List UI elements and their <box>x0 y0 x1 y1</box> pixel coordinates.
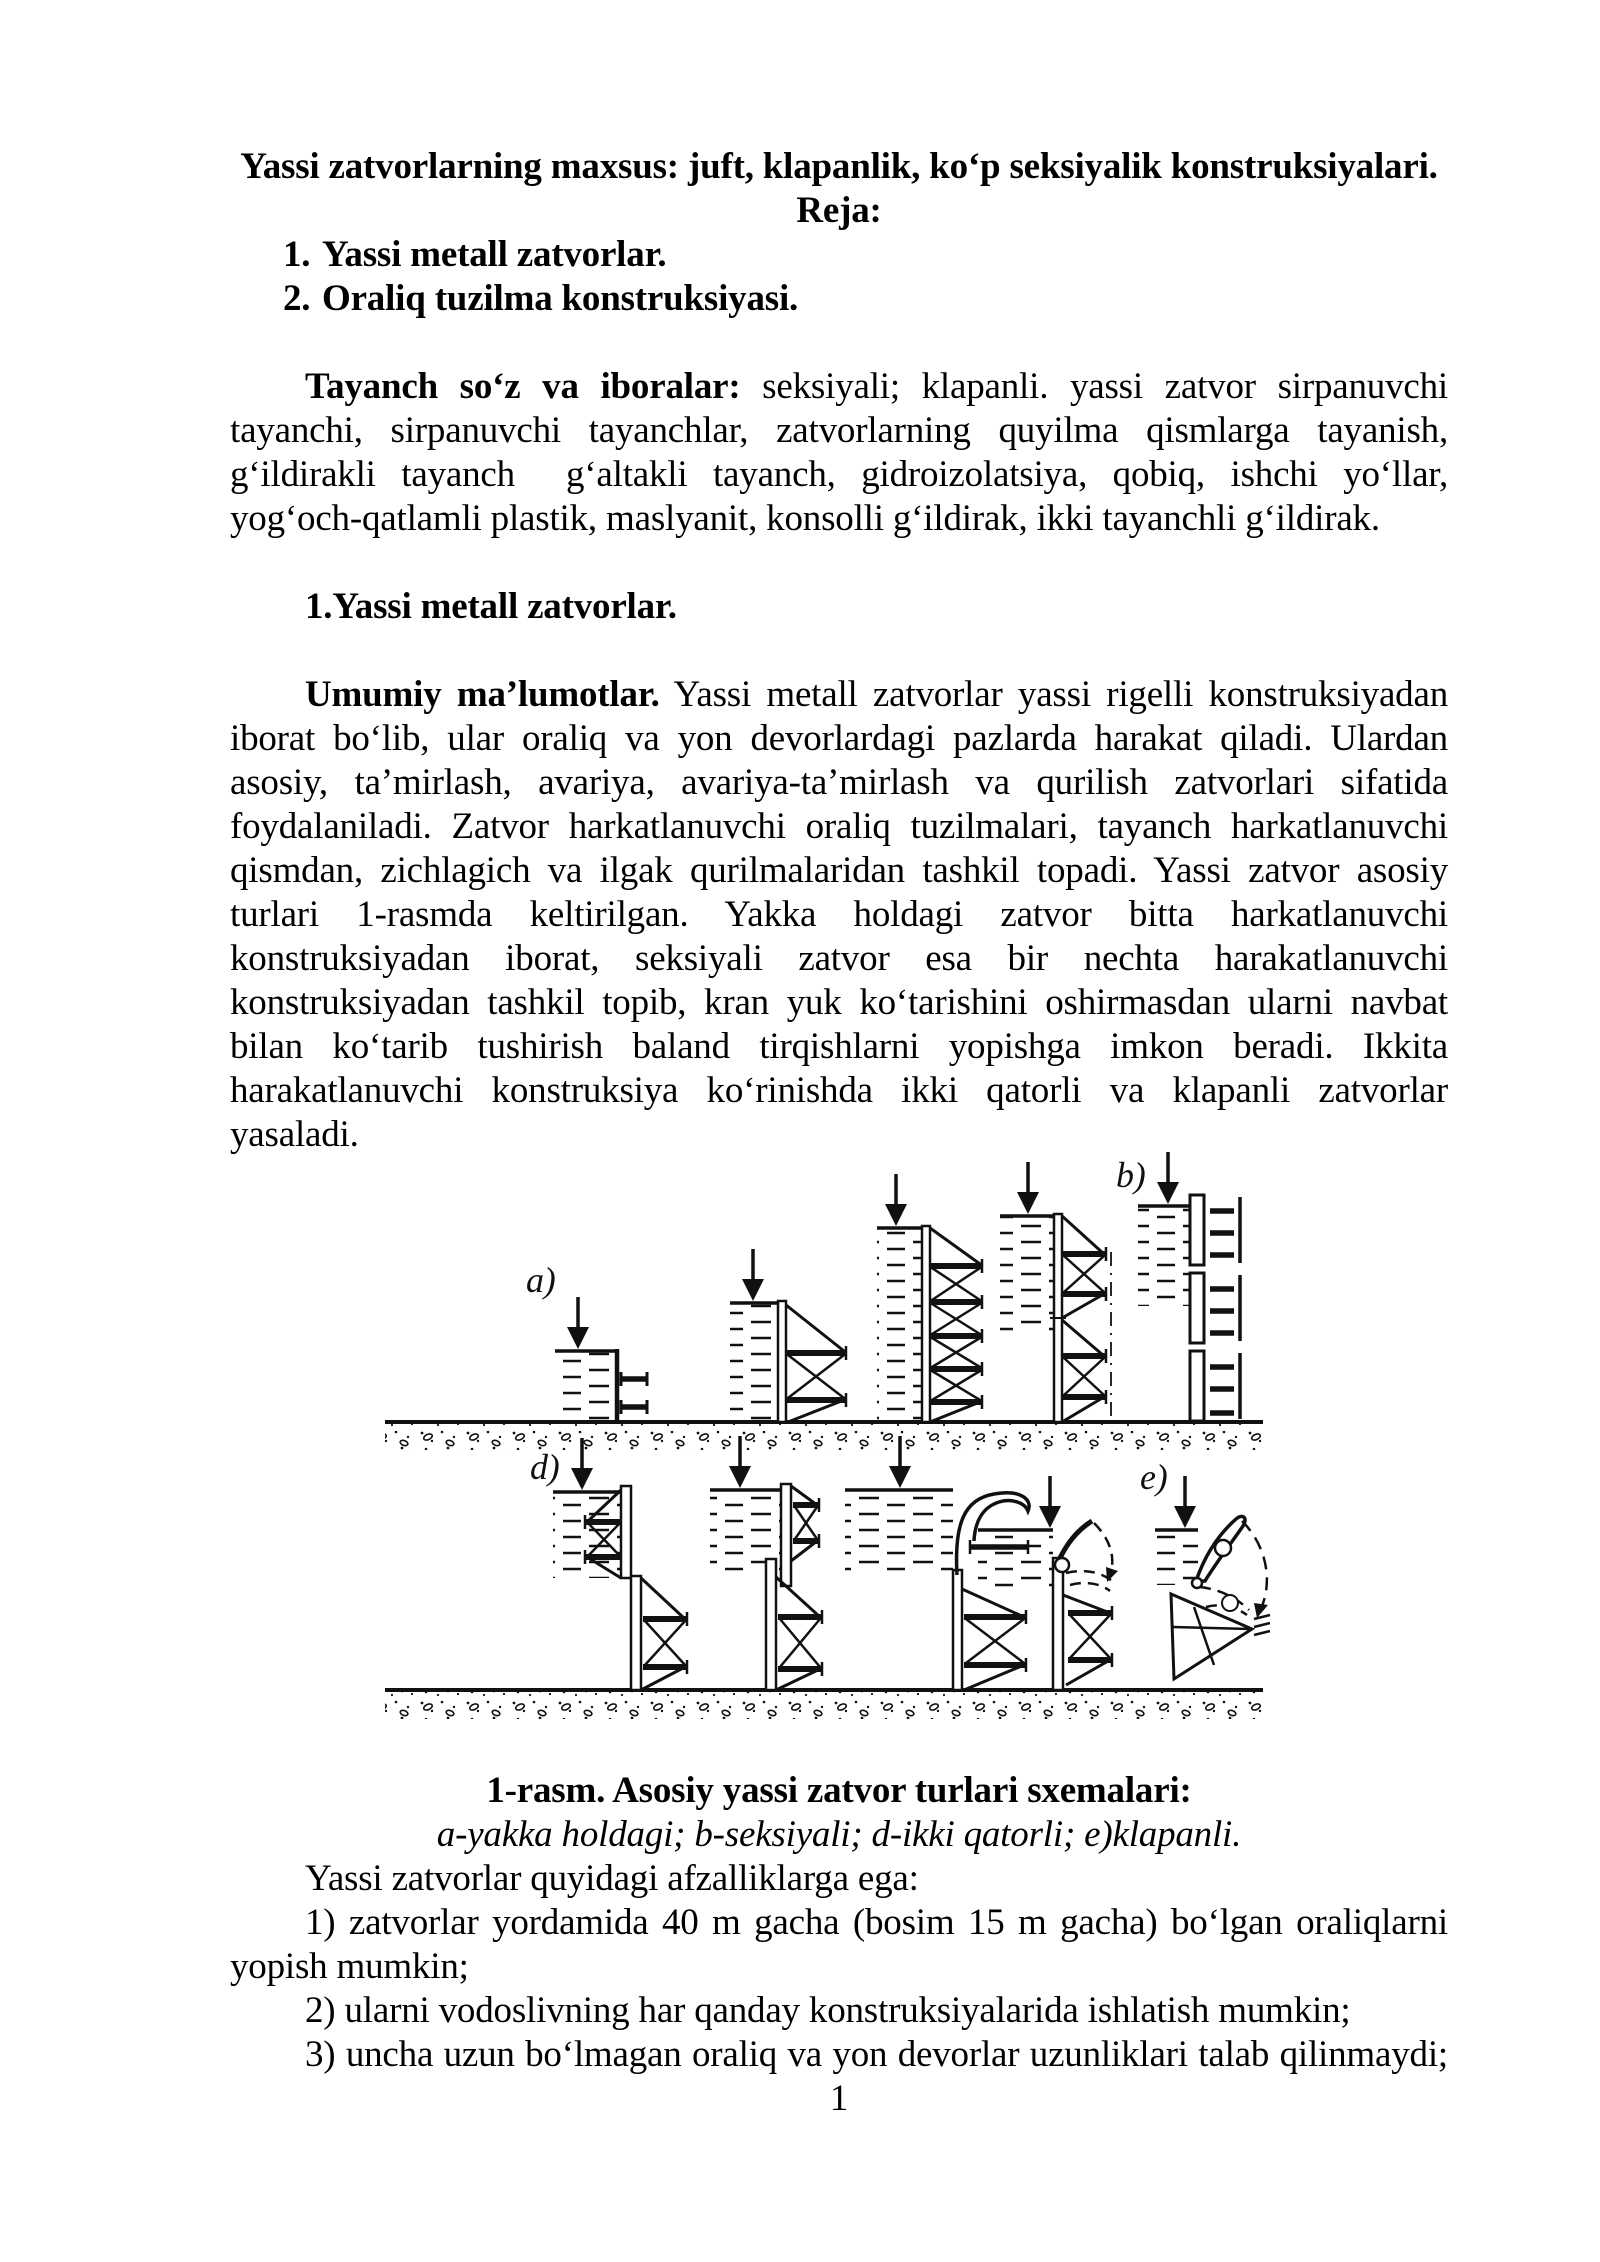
advantage-line: 1) zatvorlar yordamida 40 m gacha (bosim 15 m gacha) bo‘lgan oraliqlarni <box>305 1902 1448 1943</box>
gate-schematic-flap-leaf <box>1155 1476 1270 1679</box>
general-paragraph-line: foydalaniladi. Zatvor harkatlanuvchi oraliq tuzilmalari, tayanch harkatlanuvchi <box>230 806 1448 847</box>
plan-item <box>230 277 1448 321</box>
figure-caption: 1-rasm. Asosiy yassi zatvor turlari sxemalari: <box>486 1770 1192 1811</box>
plan-item-label: Yassi metall zatvorlar. <box>322 234 667 275</box>
plan-item <box>230 233 1448 277</box>
spacer <box>230 321 1448 365</box>
general-paragraph-line: konstruksiyadan tashkil topib, kran yuk ko‘tarishini oshirmasdan ularni navbat <box>230 982 1448 1023</box>
advantage-line: yopish mumkin; <box>230 1946 469 1987</box>
general-paragraph-line: Umumiy ma’lumotlar. Yassi metall zatvorlar yassi rigelli konstruksiyadan <box>305 674 1448 715</box>
general-paragraph-line: turlari 1-rasmda keltirilgan. Yakka holdagi zatvor bitta harkatlanuvchi <box>230 894 1448 935</box>
figure-1-diagram <box>370 1157 1280 1767</box>
gate-schematic-truss <box>730 1249 846 1422</box>
figure-label-e: e) <box>1140 1457 1168 1497</box>
advantages-intro: Yassi zatvorlar quyidagi afzalliklarga ega: <box>305 1858 919 1899</box>
advantage-line: 3) uncha uzun bo‘lmagan oraliq va yon devorlar uzunliklari talab qilinmaydi; <box>305 2034 1448 2075</box>
advantage-line: 2) ularni vodoslivning har qanday konstruksiyalarida ishlatish mumkin; <box>305 1990 1351 2031</box>
keywords-paragraph-line: g‘ildirakli tayanch g‘altakli tayanch, gidroizolatsiya, qobiq, ishchi yo‘llar, <box>230 454 1448 495</box>
general-paragraph-line: iborat bo‘lib, ular oraliq va yon devorlardagi pazlarda harakat qiladi. Ulardan <box>230 718 1448 759</box>
gate-schematic-single <box>555 1297 647 1422</box>
plan-item-number: 2. <box>283 278 311 319</box>
general-paragraph-line: asosiy, ta’mirlash, avariya, avariya-ta’mirlash va qurilish zatvorlari sifatida <box>230 762 1448 803</box>
gate-schematic-double-row-2 <box>710 1436 822 1690</box>
figure-label-d: d) <box>530 1447 560 1487</box>
general-paragraph-line: harakatlanuvchi konstruksiya ko‘rinishda ikki qatorli va klapanli zatvorlar <box>230 1070 1448 1111</box>
gate-schematic-sectional <box>1000 1162 1111 1422</box>
gate-schematic-flap <box>978 1476 1118 1690</box>
keywords-paragraph-line: tayanchi, sirpanuvchi tayanchlar, zatvorlarning quyilma qismlarga tayanish, <box>230 410 1448 451</box>
general-paragraph-line: bilan ko‘tarib tushirish baland tirqishlarni yopishga imkon beradi. Ikkita <box>230 1026 1448 1067</box>
figure-1 <box>370 1157 1448 1769</box>
plan-label: Reja: <box>796 190 882 231</box>
figure-label-b: b) <box>1116 1155 1146 1195</box>
spacer <box>230 629 1448 673</box>
general-paragraph-line: konstruksiyadan iborat, seksiyali zatvor esa bir nechta harakatlanuvchi <box>230 938 1448 979</box>
figure-caption-sub: a-yakka holdagi; b-seksiyali; d-ikki qatorli; e)klapanli. <box>436 1814 1242 1855</box>
keywords-paragraph-line: Tayanch so‘z va iboralar: seksiyali; klapanli. yassi zatvor sirpanuvchi <box>305 366 1448 407</box>
spacer <box>230 541 1448 585</box>
figure-label-a: a) <box>526 1260 556 1300</box>
plan-item-label: Oraliq tuzilma konstruksiyasi. <box>322 278 799 319</box>
plan-item-number: 1. <box>283 234 311 275</box>
gate-schematic-tall-truss <box>877 1174 982 1422</box>
keywords-paragraph-line: yog‘och-qatlamli plastik, maslyanit, konsolli g‘ildirak, ikki tayanchli g‘ildirak. <box>230 498 1380 539</box>
general-paragraph-line: yasaladi. <box>230 1114 359 1155</box>
general-paragraph-line: qismdan, zichlagich va ilgak qurilmalaridan tashkil topadi. Yassi zatvor asosiy <box>230 850 1448 891</box>
gate-schematic-double-row <box>553 1438 687 1690</box>
section-heading: 1.Yassi metall zatvorlar. <box>305 586 677 627</box>
gate-schematic-stacked-sections <box>1138 1152 1240 1421</box>
page-title: Yassi zatvorlarning maxsus: juft, klapanlik, ko‘p seksiyalik konstruksiyalari. <box>240 146 1438 187</box>
page-number: 1 <box>829 2078 849 2119</box>
